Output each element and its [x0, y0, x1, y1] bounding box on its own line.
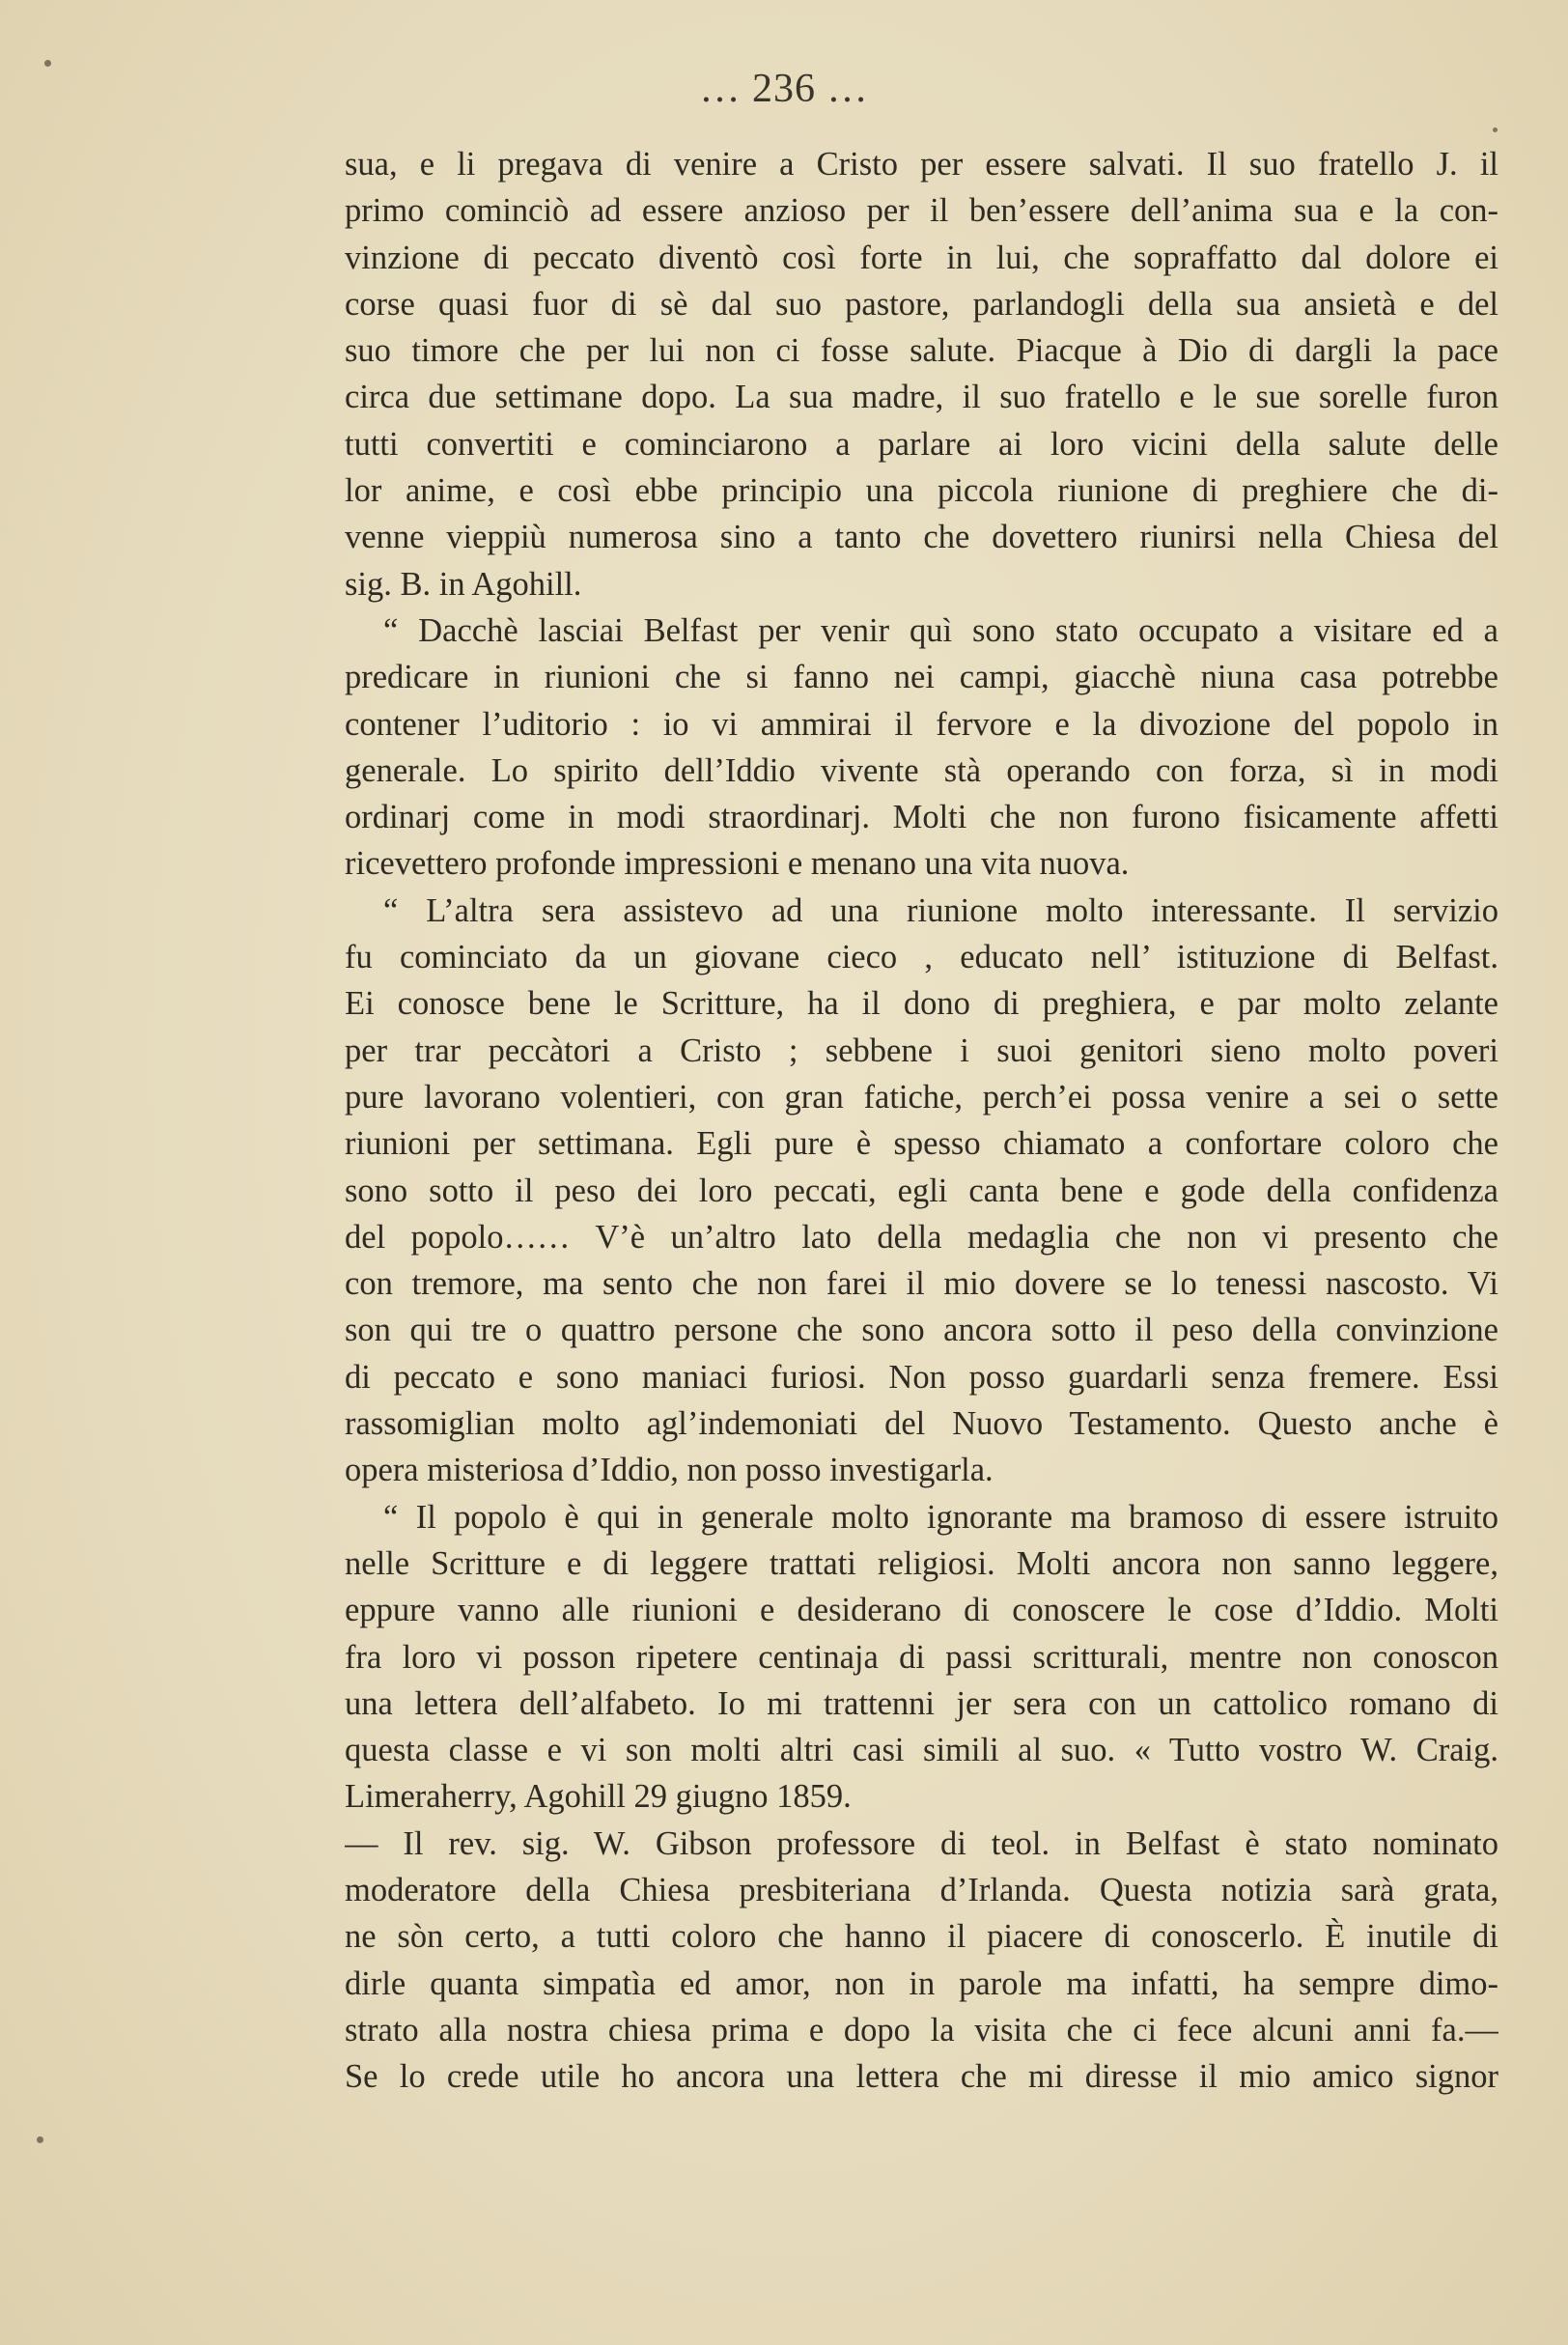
- body-text: [345, 141, 1498, 2100]
- text-line: riunioni per settimana. Egli pure è spesso chiamato a confortare coloro che: [345, 1125, 1498, 1163]
- text-line: sig. B. in Agohill.: [345, 565, 582, 603]
- text-line: questa classe e vi son molti altri casi simili al suo. « Tutto vostro W. Craig.: [345, 1732, 1498, 1769]
- text-line: una lettera dell’alfabeto. Io mi trattenni jer sera con un cattolico romano di: [345, 1684, 1498, 1722]
- text-line: nelle Scritture e di leggere trattati religiosi. Molti ancora non sanno leggere,: [345, 1544, 1498, 1582]
- ink-speck: [1493, 127, 1498, 132]
- text-line: moderatore della Chiesa presbiteriana d’Irlanda. Questa notizia sarà grata,: [345, 1871, 1498, 1908]
- text-line: generale. Lo spirito dell’Iddio vivente stà operando con forza, sì in modi: [345, 751, 1498, 789]
- text-line: fu cominciato da un giovane cieco , educato nell’ istituzione di Belfast.: [345, 939, 1498, 976]
- text-line: primo cominciò ad essere anzioso per il ben’essere dell’anima sua e la con-: [345, 192, 1498, 230]
- text-line: opera misteriosa d’Iddio, non posso investigarla.: [345, 1452, 994, 1489]
- text-line: — Il rev. sig. W. Gibson professore di teol. in Belfast è stato nominato: [345, 1824, 1498, 1862]
- text-line: circa due settimane dopo. La sua madre, il suo fratello e le sue sorelle furon: [345, 379, 1498, 416]
- text-line: strato alla nostra chiesa prima e dopo la visita che ci fece alcuni anni fa.—: [345, 2011, 1498, 2048]
- text-line: “ Il popolo è qui in generale molto ignorante ma bramoso di essere istruito: [383, 1498, 1498, 1536]
- text-line: con tremore, ma sento che non farei il mio dovere se lo tenessi nascosto. Vi: [345, 1265, 1498, 1303]
- text-line: pure lavorano volentieri, con gran fatiche, perch’ei possa venire a sei o sette: [345, 1078, 1498, 1116]
- text-line: predicare in riunioni che si fanno nei campi, giacchè niuna casa potrebbe: [345, 659, 1498, 696]
- text-line: sono sotto il peso dei loro peccati, egli canta bene e gode della confidenza: [345, 1172, 1498, 1209]
- text-line: “ L’altra sera assistevo ad una riunione molto interessante. Il servizio: [383, 891, 1498, 929]
- text-line: contener l’uditorio : io vi ammirai il fervore e la divozione del popolo in: [345, 705, 1498, 743]
- text-line: vinzione di peccato diventò così forte in lui, che sopraffatto dal dolore ei: [345, 239, 1498, 276]
- text-line: sua, e li pregava di venire a Cristo per essere salvati. Il suo fratello J. il: [345, 146, 1498, 183]
- text-line: Limeraherry, Agohill 29 giugno 1859.: [345, 1778, 852, 1816]
- text-line: per trar peccàtori a Cristo ; sebbene i suoi genitori sieno molto poveri: [345, 1031, 1498, 1069]
- text-line: “ Dacchè lasciai Belfast per venir quì sono stato occupato a visitare ed a: [383, 611, 1498, 649]
- text-line: Se lo crede utile ho ancora una lettera che mi diresse il mio amico signor: [345, 2058, 1498, 2096]
- text-line: ricevettero profonde impressioni e menano una vita nuova.: [345, 845, 1130, 883]
- text-line: dirle quanta simpatìa ed amor, non in parole ma infatti, ha sempre dimo-: [345, 1964, 1498, 2002]
- text-line: Ei conosce bene le Scritture, ha il dono di preghiera, e par molto zelante: [345, 985, 1498, 1023]
- text-line: eppure vanno alle riunioni e desiderano di conoscere le cose d’Iddio. Molti: [345, 1592, 1498, 1629]
- text-line: venne vieppiù numerosa sino a tanto che dovettero riunirsi nella Chiesa del: [345, 519, 1498, 556]
- text-line: son qui tre o quattro persone che sono ancora sotto il peso della convinzione: [345, 1312, 1498, 1349]
- ink-speck: [37, 2136, 43, 2143]
- text-line: suo timore che per lui non ci fosse salute. Piacque à Dio di dargli la pace: [345, 332, 1498, 370]
- text-line: tutti convertiti e cominciarono a parlare ai loro vicini della salute delle: [345, 425, 1498, 463]
- text-line: ne sòn certo, a tutti coloro che hanno il piacere di conoscerlo. È inutile di: [345, 1918, 1498, 1956]
- page-number: … 236 …: [699, 67, 869, 111]
- text-line: ordinarj come in modi straordinarj. Molti che non furono fisicamente affetti: [345, 799, 1498, 836]
- text-line: del popolo…… V’è un’altro lato della medaglia che non vi presento che: [345, 1218, 1498, 1256]
- text-line: lor anime, e così ebbe principio una piccola riunione di preghiere che di-: [345, 472, 1498, 510]
- text-line: rassomiglian molto agl’indemoniati del Nuovo Testamento. Questo anche è: [345, 1405, 1498, 1443]
- text-line: fra loro vi posson ripetere centinaja di passi scritturali, mentre non conoscon: [345, 1638, 1498, 1676]
- text-line: di peccato e sono maniaci furiosi. Non posso guardarli senza fremere. Essi: [345, 1358, 1498, 1396]
- text-line: corse quasi fuor di sè dal suo pastore, parlandogli della sua ansietà e del: [345, 285, 1498, 323]
